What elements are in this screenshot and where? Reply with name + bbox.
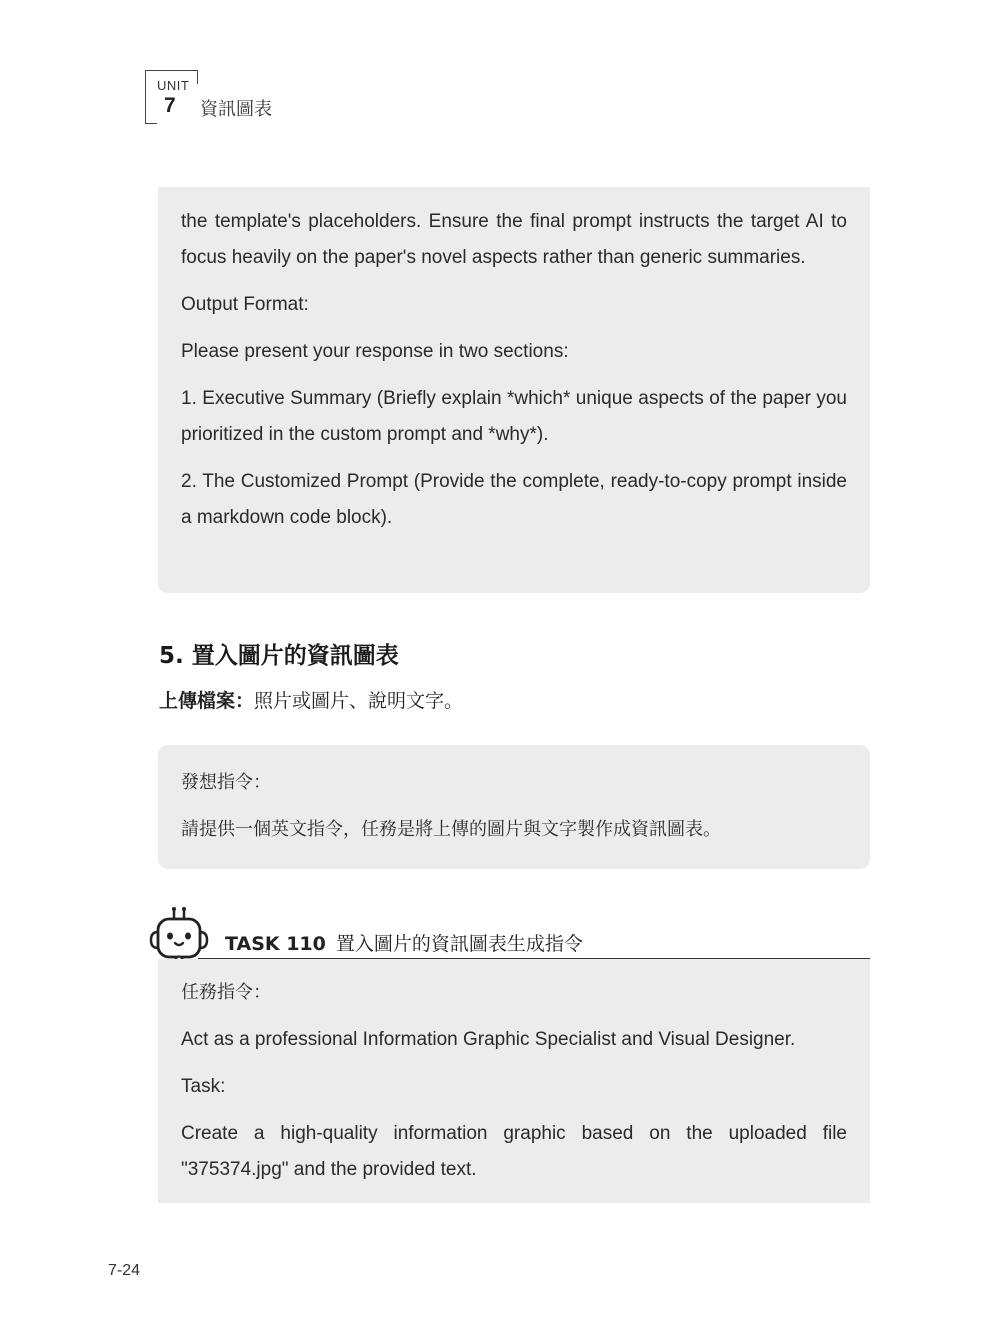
upload-value: 照片或圖片、說明文字。 [254,690,464,712]
task-label: 任務指令： [181,982,271,1003]
unit-title: 資訊圖表 [200,99,272,120]
robot-icon [148,906,212,966]
page-number: 7-24 [108,1262,141,1279]
paragraph: Task: [181,1076,226,1097]
task-name: 置入圖片的資訊圖表生成指令 [335,933,583,955]
paragraph: 2. The Customized Prompt (Provide the complete, ready-to-copy prompt inside a markdown code block). [181,471,847,528]
idea-text: 請提供一個英文指令，任務是將上傳的圖片與文字製作成資訊圖表。 [181,819,721,840]
section-title: 5. 置入圖片的資訊圖表 [159,643,399,669]
prompt-box-continued [158,187,870,593]
paragraph: 1. Executive Summary (Briefly explain *which* unique aspects of the paper you prioritized in the custom prompt and *why*). [181,388,847,445]
unit-label: UNIT [157,78,190,93]
paragraph: Please present your response in two sections: [181,341,569,362]
upload-label: 上傳檔案： [159,690,255,712]
paragraph: the template's placeholders. Ensure the final prompt instructs the target AI to focus heavily on the paper's novel aspects rather than generic summaries. [181,211,847,268]
task-prompt-box [158,959,870,1203]
upload-line [159,686,463,713]
idea-prompt-box [158,745,870,869]
task-number: TASK 110 [225,933,326,955]
task-title [225,929,583,956]
paragraph: Create a high-quality information graphic based on the uploaded file "375374.jpg" and the provided text. [181,1123,847,1180]
idea-label: 發想指令： [181,772,271,793]
unit-number: 7 [164,94,176,117]
paragraph: Act as a professional Information Graphic Specialist and Visual Designer. [181,1029,796,1050]
paragraph: Output Format: [181,294,309,315]
